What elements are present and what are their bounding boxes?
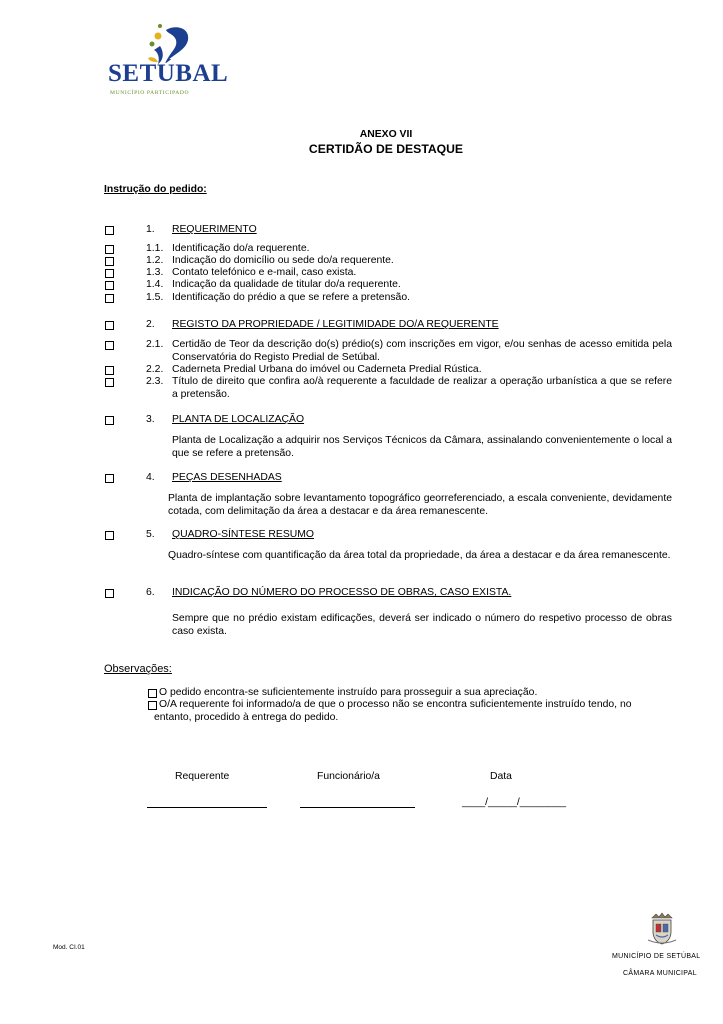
section3-title: PLANTA DE LOCALIZAÇÃO: [172, 414, 305, 425]
setubal-logo: [104, 22, 229, 100]
item-1-5-text: Identificação do prédio a que se refere a pretensão.: [172, 292, 410, 303]
footer-council: CÂMARA MUNICIPAL: [623, 970, 697, 977]
section2-checkbox[interactable]: [105, 321, 114, 330]
section5-checkbox[interactable]: [105, 531, 114, 540]
section4-title: PEÇAS DESENHADAS: [172, 472, 282, 483]
requerente-signature-line[interactable]: [147, 807, 267, 808]
footer-municipality: MUNICÍPIO DE SETÚBAL: [612, 953, 701, 960]
section3-number: 3.: [146, 414, 155, 425]
date-field[interactable]: ____/_____/________: [462, 797, 567, 808]
model-code: Mod. CI.01: [53, 944, 85, 951]
item-2-3-text: Título de direito que confira ao/à requerente a faculdade de realizar a operação urbanística a que se refere a pretensão.: [172, 376, 672, 400]
funcionario-label: Funcionário/a: [317, 771, 380, 782]
section5-number: 5.: [146, 529, 155, 540]
item-2-3-number: 2.3.: [146, 376, 164, 387]
section4-body: Planta de implantação sobre levantamento topográfico georreferenciado, a escala conveniente, devidamente cotada, com delimitação da área a destacar e da área remanescente.: [168, 493, 672, 517]
observations-heading: Observações:: [104, 663, 172, 675]
annex-label: ANEXO VII: [359, 129, 413, 140]
item-2-1-checkbox[interactable]: [105, 341, 114, 350]
item-2-2-text: Caderneta Predial Urbana do imóvel ou Caderneta Predial Rústica.: [172, 364, 482, 375]
observation-option1-checkbox[interactable]: [148, 689, 157, 698]
section1-title: REQUERIMENTO: [172, 224, 257, 235]
section5-body: Quadro-síntese com quantificação da área total da propriedade, da área a destacar e da área remanescente.: [168, 550, 671, 561]
instructions-heading: Instrução do pedido:: [104, 184, 207, 195]
item-1-1-checkbox[interactable]: [105, 245, 114, 254]
item-1-4-text: Indicação da qualidade de titular do/a requerente.: [172, 279, 401, 290]
coat-of-arms-icon: [644, 910, 680, 946]
section6-body: Sempre que no prédio existam edificações, deverá ser indicado o número do respetivo processo de obras caso exista.: [172, 613, 672, 637]
item-1-3-text: Contato telefónico e e-mail, caso exista.: [172, 267, 357, 278]
item-2-1-text: Certidão de Teor da descrição do(s) prédio(s) com inscrições em vigor, e/ou senhas de acesso emitida pela Conservatória do Registo Predial de Setúbal.: [172, 339, 672, 363]
section4-checkbox[interactable]: [105, 474, 114, 483]
requerente-label: Requerente: [175, 771, 230, 782]
coat-of-arms: [644, 910, 680, 946]
item-1-5-number: 1.5.: [146, 292, 164, 303]
section1-checkbox[interactable]: [105, 226, 114, 235]
item-1-2-text: Indicação do domicílio ou sede do/a requerente.: [172, 255, 394, 266]
item-1-2-checkbox[interactable]: [105, 257, 114, 266]
brand-name: SETÚBAL: [108, 60, 229, 87]
observation-option1-text: O pedido encontra-se suficientemente instruído para prosseguir a sua apreciação.: [159, 687, 538, 698]
section3-body: Planta de Localização a adquirir nos Serviços Técnicos da Câmara, assinalando convenientemente o local a que se refere a pretensão.: [172, 435, 672, 459]
item-1-1-number: 1.1.: [146, 243, 164, 254]
observation-option2-text: O/A requerente foi informado/a de que o processo não se encontra suficientemente instruído tendo, no entanto, procedido à entrega do pedido.: [154, 699, 632, 723]
item-1-3-checkbox[interactable]: [105, 269, 114, 278]
item-1-3-number: 1.3.: [146, 267, 164, 278]
section6-checkbox[interactable]: [105, 589, 114, 598]
item-2-2-checkbox[interactable]: [105, 366, 114, 375]
section6-number: 6.: [146, 587, 155, 598]
section3-checkbox[interactable]: [105, 416, 114, 425]
item-1-2-number: 1.2.: [146, 255, 164, 266]
section2-number: 2.: [146, 319, 155, 330]
item-1-4-number: 1.4.: [146, 279, 164, 290]
section1-number: 1.: [146, 224, 155, 235]
page-title: CERTIDÃO DE DESTAQUE: [308, 142, 464, 156]
item-2-1-number: 2.1.: [146, 339, 164, 350]
item-1-1-text: Identificação do/a requerente.: [172, 243, 310, 254]
item-1-4-checkbox[interactable]: [105, 281, 114, 290]
data-label: Data: [490, 771, 512, 782]
item-1-5-checkbox[interactable]: [105, 294, 114, 303]
item-2-2-number: 2.2.: [146, 364, 164, 375]
item-2-3-checkbox[interactable]: [105, 378, 114, 387]
funcionario-signature-line[interactable]: [300, 807, 415, 808]
brand-tagline: MUNICÍPIO PARTICIPADO: [110, 90, 190, 96]
section2-title: REGISTO DA PROPRIEDADE / LEGITIMIDADE DO/A REQUERENTE: [172, 319, 499, 330]
section4-number: 4.: [146, 472, 155, 483]
section6-title: INDICAÇÃO DO NÚMERO DO PROCESSO DE OBRAS, CASO EXISTA.: [172, 587, 512, 598]
section5-title: QUADRO-SÍNTESE RESUMO: [172, 529, 315, 540]
